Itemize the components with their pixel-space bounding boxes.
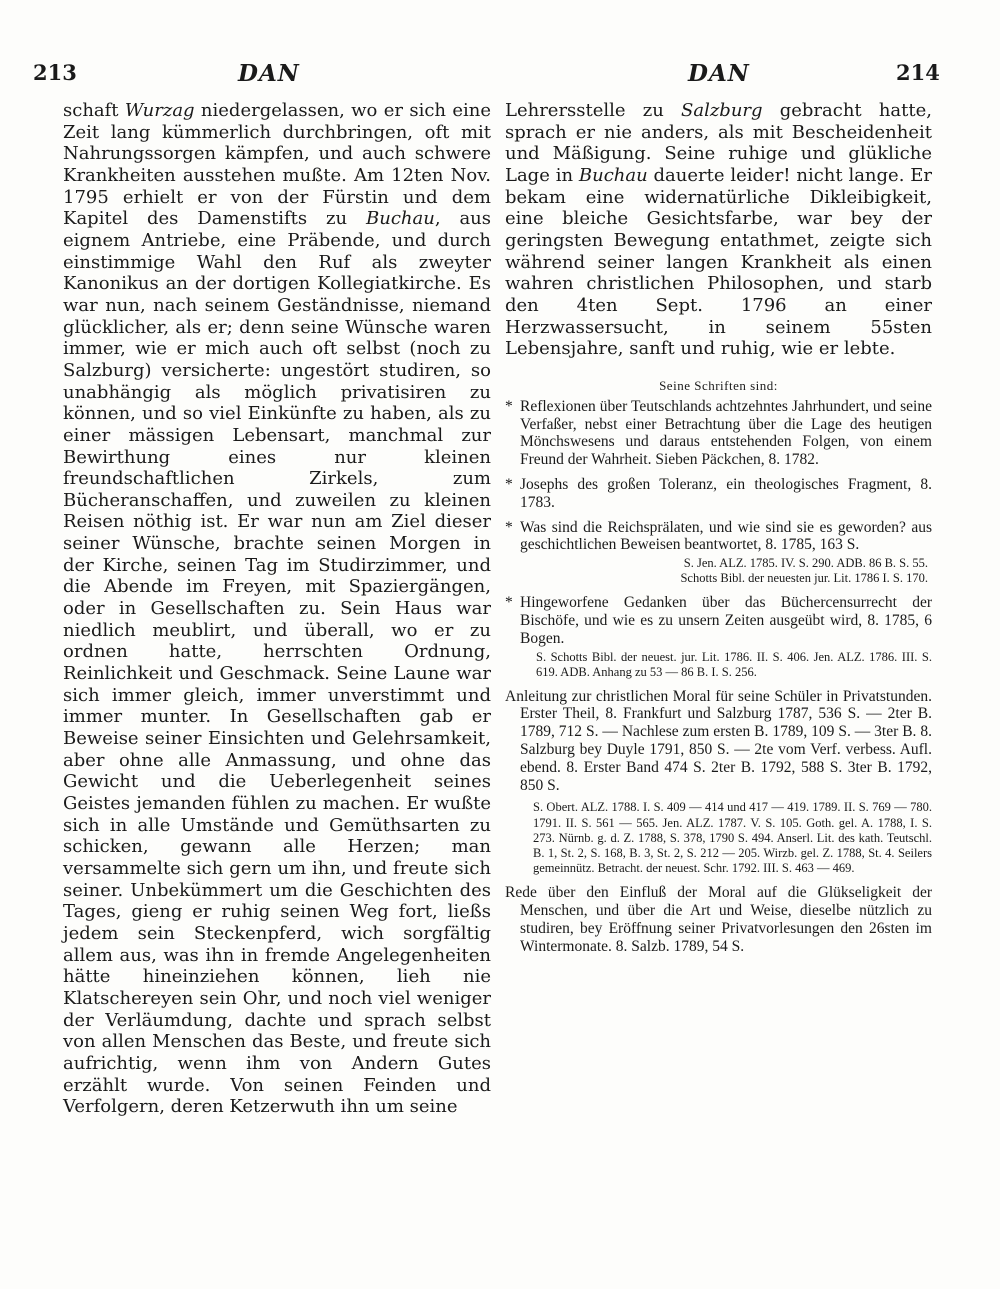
entry-text: Reflexionen über Teutschlands achtzehntes Jahrhundert, und seine Verfaßer, nebst einer Betrachtung über die Lage des heutigen Mönchswesens und daraus entstehenden Folgen, von einem Freund der Wahrheit. Sieben Päckchen, 8. 1782. bbox=[520, 397, 932, 469]
entry-text: Was sind die Reichsprälaten, und wie sind sie es geworden? aus geschichtlichen Beweisen beantwortet, 8. 1785, 163 S. bbox=[520, 518, 932, 554]
running-head-right: DAN bbox=[688, 60, 750, 87]
reference-line: S. Schotts Bibl. der neuest. jur. Lit. 1786. II. S. 406. Jen. ALZ. 1786. III. S. 619. ADB. Anhang zu 53 — 86 B. I. S. 256. bbox=[536, 649, 932, 679]
review-references bbox=[520, 556, 932, 586]
writing-entry bbox=[505, 398, 932, 469]
text-run: Lehrersstelle zu bbox=[505, 100, 681, 121]
anonymous-writings-list bbox=[505, 398, 932, 680]
writing-entry bbox=[505, 594, 932, 679]
page-number-right: 214 bbox=[896, 60, 940, 85]
place-name: Wurzag bbox=[124, 100, 195, 121]
page-number-left: 213 bbox=[33, 60, 77, 85]
biography-continuation bbox=[505, 100, 932, 360]
review-references bbox=[520, 650, 932, 680]
asterisk-mark: * bbox=[505, 476, 513, 494]
text-run: , aus eignem Antriebe, eine Präbende, und durch einstimmige Wahl den Ruf als zweyter Kanonikus an der dortigen Kollegiatkirche. Es war nun, nach seinem Geständnisse, niemand glücklicher, als er; denn seine Wünsche waren immer, wie er mich auch oft selbst (noch zu Salzburg) versicherte: ungestört studiren, so unabhängig als möglich privatisiren zu können, und so viel Einkünfte zu haben, als zu einer mässigen Lebensart, manchmal zur Bewirthung eines nur kleinen freundschaftlichen Zirkels, zum Bücheranschaffen, und zuweilen zu kleinen Reisen nöthig ist. Er war nun am Ziel dieser seiner Wünsche, brachte seinen Morgen in der Kirche, seinen Tag im Studirzimmer, und die Abende im Freyen, mit Spaziergängen, oder in Gesellschaften zu. Sein Haus war niedlich meublirt, und überall, wo er zu ordnen hatte, herrschten Ordnung, Reinlichkeit und Geschmack. Seine Laune war sich immer gleich, immer unverstimmt und immer munter. In Gesellschaften gab er Beweise seiner Einsichten und Gelehrsamkeit, aber ohne alle Anmassung, und ohne das Gewicht und die Ueberlegenheit seines Geistes jemanden fühlen zu machen. Er wußte sich in alle Umstände und Gemüthsarten zu schicken, gewann alle Herzen; man versammelte sich gern um ihn, und freute sich seiner. Unbekümmert um die Geschichten des Tages, gieng er ruhig seinen Weg fort, ließs jedem sein Steckenpferd, wich sorgfältig allem aus, was ihn in fremde Angelegenheiten hätte hineinziehen können, lieh nie Klatschereyen sein Ohr, und noch viel weniger der Verläumdung, dachte und sprach selbst von allen Menschen das Beste, und freute sich aufrichtig, wenn ihm von Andern Gutes erzählt wurde. Von seinen Feinden und Verfolgern, deren Ketzerwuth ihn um seine bbox=[63, 208, 492, 1118]
work-entry-moral: Anleitung zur christlichen Moral für seine Schüler in Privatstunden. Erster Theil, 8. Frankfurt und Salzburg 1787, 536 S. — 2ter B. 1789, 712 S. — Nachlese zum ersten B. 1789, 109 S. — 3ter B. 8. Salzburg bey Duyle 1791, 850 S. — 2te vom Verf. verbess. Aufl. ebend. 8. Erster Band 474 S. 2ter B. 1792, 588 S. 3ter B. 1792, 850 S. bbox=[505, 687, 932, 794]
running-head-left: DAN bbox=[238, 60, 300, 87]
place-name: Buchau bbox=[578, 164, 648, 186]
entry-text: Hingeworfene Gedanken über das Büchercensurrecht der Bischöfe, und wie es zu unsern Zeiten ausgeübt wird, 8. 1785, 6 Bogen. bbox=[520, 594, 932, 647]
left-column bbox=[63, 100, 491, 1118]
place-name: Salzburg bbox=[681, 100, 763, 121]
work-entry-rede: Rede über den Einfluß der Moral auf die Glükseligkeit der Menschen, und über die Art und Weise, dieselbe nützlich zu studiren, bey Eröffnung seiner Privatvorlesungen den 26sten im Wintermonate. 8. Salzb. 1789, 54 S. bbox=[505, 884, 932, 955]
right-column bbox=[505, 100, 932, 960]
writing-entry bbox=[505, 519, 932, 587]
writing-entry bbox=[505, 476, 932, 512]
reference-line: Schotts Bibl. der neuesten jur. Lit. 1786 I. S. 170. bbox=[680, 571, 928, 586]
biography-paragraph bbox=[63, 100, 491, 1118]
page-header bbox=[0, 60, 1000, 90]
text-run: schaft bbox=[63, 100, 125, 121]
asterisk-mark: * bbox=[505, 397, 513, 415]
place-name: Buchau bbox=[366, 208, 435, 230]
writings-heading: Seine Schriften sind: bbox=[659, 377, 778, 393]
asterisk-mark: * bbox=[505, 518, 513, 536]
text-run: gebracht hatte, sprach er nie anders, als mit Bescheidenheit und Mäßigung. Seine ruhige und glükliche Lage in bbox=[505, 100, 932, 186]
reference-line: S. Jen. ALZ. 1785. IV. S. 290. ADB. 86 B. S. 55. bbox=[683, 556, 928, 571]
asterisk-mark: * bbox=[505, 594, 513, 612]
review-references: S. Obert. ALZ. 1788. I. S. 409 — 414 und 417 — 419. 1789. II. S. 769 — 780. 1791. II. S. 561 — 565. Jen. ALZ. 1787. V. S. 105. Goth. gel. A. 1788, I. S. 273. Nürnb. g. d. Z. 1788, S. 378, 1790 S. 494. Anserl. Lit. des kath. Teutschl. B. 1, St. 2, S. 168, B. 3, St. 2, S. 212 — 205. Wirzb. gel. Z. 1788, St. 4. Seilers gemeinnütz. Betracht. der neuest. Schr. 1792. III. S. 463 — 469. bbox=[533, 800, 932, 876]
text-run: dauerte leider! nicht lange. Er bekam eine widernatürliche Dikleibigkeit, eine bleiche Gesichtsfarbe, war bey der geringsten Bewegung entathmet, zeigte sich während seiner langen Krankheit als einen wahren christlichen Philosophen, und starb den 4ten Sept. 1796 an einer Herzwassersucht, in seinem 55sten Lebensjahre, sanft und ruhig, wie er lebte. bbox=[505, 164, 932, 360]
entry-text: Josephs des großen Toleranz, ein theologisches Fragment, 8. 1783. bbox=[520, 476, 932, 511]
text-run: niedergelassen, wo er sich eine Zeit lang kümmerlich durchbringen, oft mit Nahrungssorgen kämpfen, und auch schwere Krankheiten ausstehen mußte. Am 12ten Nov. 1795 erhielt er von der Fürstin und dem Kapitel des Damenstifts zu bbox=[63, 100, 491, 230]
